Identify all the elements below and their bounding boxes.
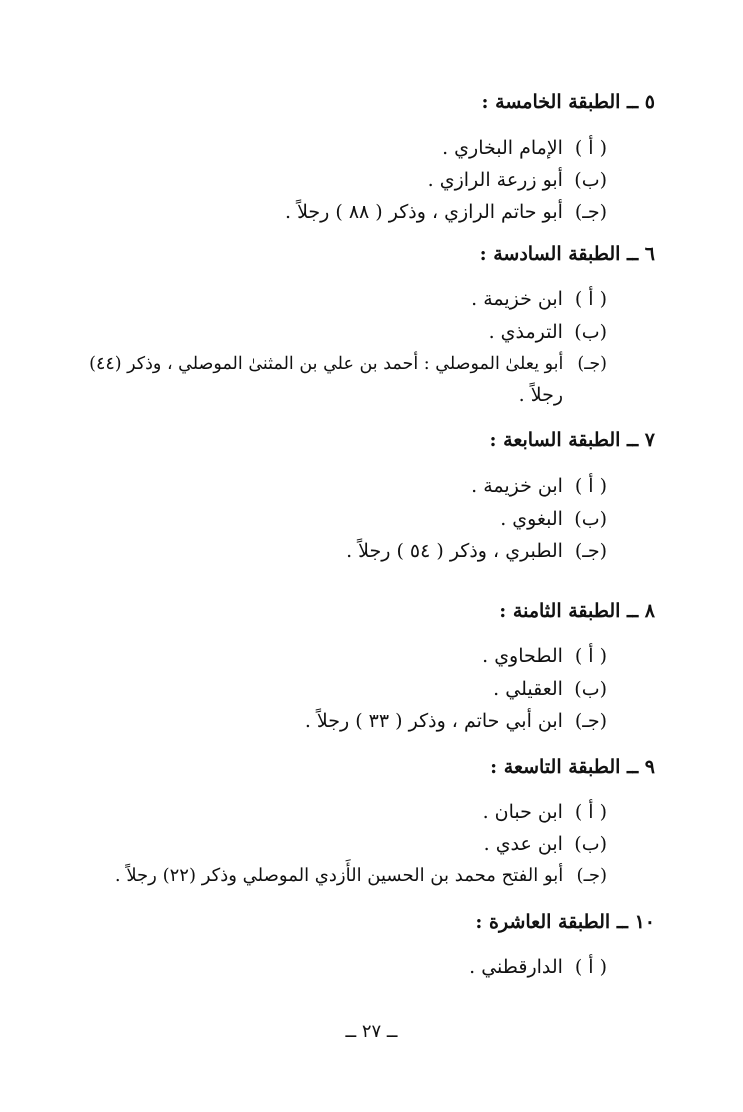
item-text: ابن عدي . bbox=[483, 833, 563, 855]
item-marker: ( أ ) bbox=[574, 801, 607, 823]
item-text: ابن خزيمة . bbox=[471, 288, 563, 310]
list-item bbox=[483, 798, 607, 826]
list-item bbox=[428, 166, 607, 194]
list-item bbox=[346, 537, 607, 565]
item-text: أبو يعلىٰ الموصلي : أحمد بن علي بن المثنىٰ الموصلي ، وذكر (٤٤) bbox=[89, 354, 564, 374]
item-text: الترمذي . bbox=[488, 321, 563, 343]
item-continuation: رجلاً . bbox=[518, 384, 563, 406]
item-marker: (ب) bbox=[574, 321, 607, 343]
item-marker: (جـ) bbox=[577, 354, 607, 374]
section-heading: ١٠ ــ الطبقة العاشرة : bbox=[475, 911, 655, 933]
item-marker: ( أ ) bbox=[574, 645, 607, 667]
item-marker: ( أ ) bbox=[574, 475, 607, 497]
item-marker: (ب) bbox=[574, 833, 607, 855]
item-marker: (جـ) bbox=[574, 540, 607, 562]
section-heading: ٥ ــ الطبقة الخامسة : bbox=[481, 91, 655, 113]
list-item bbox=[305, 707, 607, 735]
item-text: العقيلي . bbox=[493, 678, 563, 700]
list-item bbox=[89, 350, 607, 378]
section-heading: ٦ ــ الطبقة السادسة : bbox=[479, 243, 655, 265]
item-marker: (ب) bbox=[574, 678, 607, 700]
list-item bbox=[469, 953, 607, 981]
list-item bbox=[471, 285, 607, 313]
item-text: الإمام البخاري . bbox=[442, 137, 563, 159]
item-text: ابن حبان . bbox=[482, 801, 563, 823]
item-text: ابن أبي حاتم ، وذكر ( ٣٣ ) رجلاً . bbox=[304, 710, 563, 732]
item-text: البغوي . bbox=[500, 508, 563, 530]
list-item bbox=[493, 675, 607, 703]
item-text: الطحاوي . bbox=[482, 645, 563, 667]
section-heading: ٨ ــ الطبقة الثامنة : bbox=[499, 600, 655, 622]
list-item bbox=[500, 505, 607, 533]
list-item bbox=[115, 862, 607, 890]
list-item bbox=[285, 198, 607, 226]
list-item bbox=[471, 472, 607, 500]
item-text: الطبري ، وذكر ( ٥٤ ) رجلاً . bbox=[346, 540, 563, 562]
list-item bbox=[484, 830, 607, 858]
item-marker: ( أ ) bbox=[574, 288, 607, 310]
item-marker: ( أ ) bbox=[574, 956, 607, 978]
list-item bbox=[482, 642, 607, 670]
list-item bbox=[489, 318, 607, 346]
item-marker: (ب) bbox=[574, 508, 607, 530]
item-text: أبو زرعة الرازي . bbox=[427, 169, 563, 191]
section-heading: ٩ ــ الطبقة التاسعة : bbox=[490, 756, 655, 778]
section-heading: ٧ ــ الطبقة السابعة : bbox=[489, 429, 655, 451]
page-number: ــ ٢٧ ــ bbox=[345, 1021, 398, 1042]
item-text: أبو الفتح محمد بن الحسين الأَزدي الموصلي وذكر (٢٢) رجلاً . bbox=[114, 865, 564, 886]
item-marker: (ب) bbox=[574, 169, 607, 191]
item-marker: (جـ) bbox=[576, 865, 607, 886]
item-text: ابن خزيمة . bbox=[471, 475, 563, 497]
list-item bbox=[442, 134, 607, 162]
item-text: أبو حاتم الرازي ، وذكر ( ٨٨ ) رجلاً . bbox=[285, 201, 563, 223]
item-marker: (جـ) bbox=[574, 710, 607, 732]
item-marker: ( أ ) bbox=[574, 137, 607, 159]
item-marker: (جـ) bbox=[574, 201, 607, 223]
item-text: الدارقطني . bbox=[469, 956, 563, 978]
